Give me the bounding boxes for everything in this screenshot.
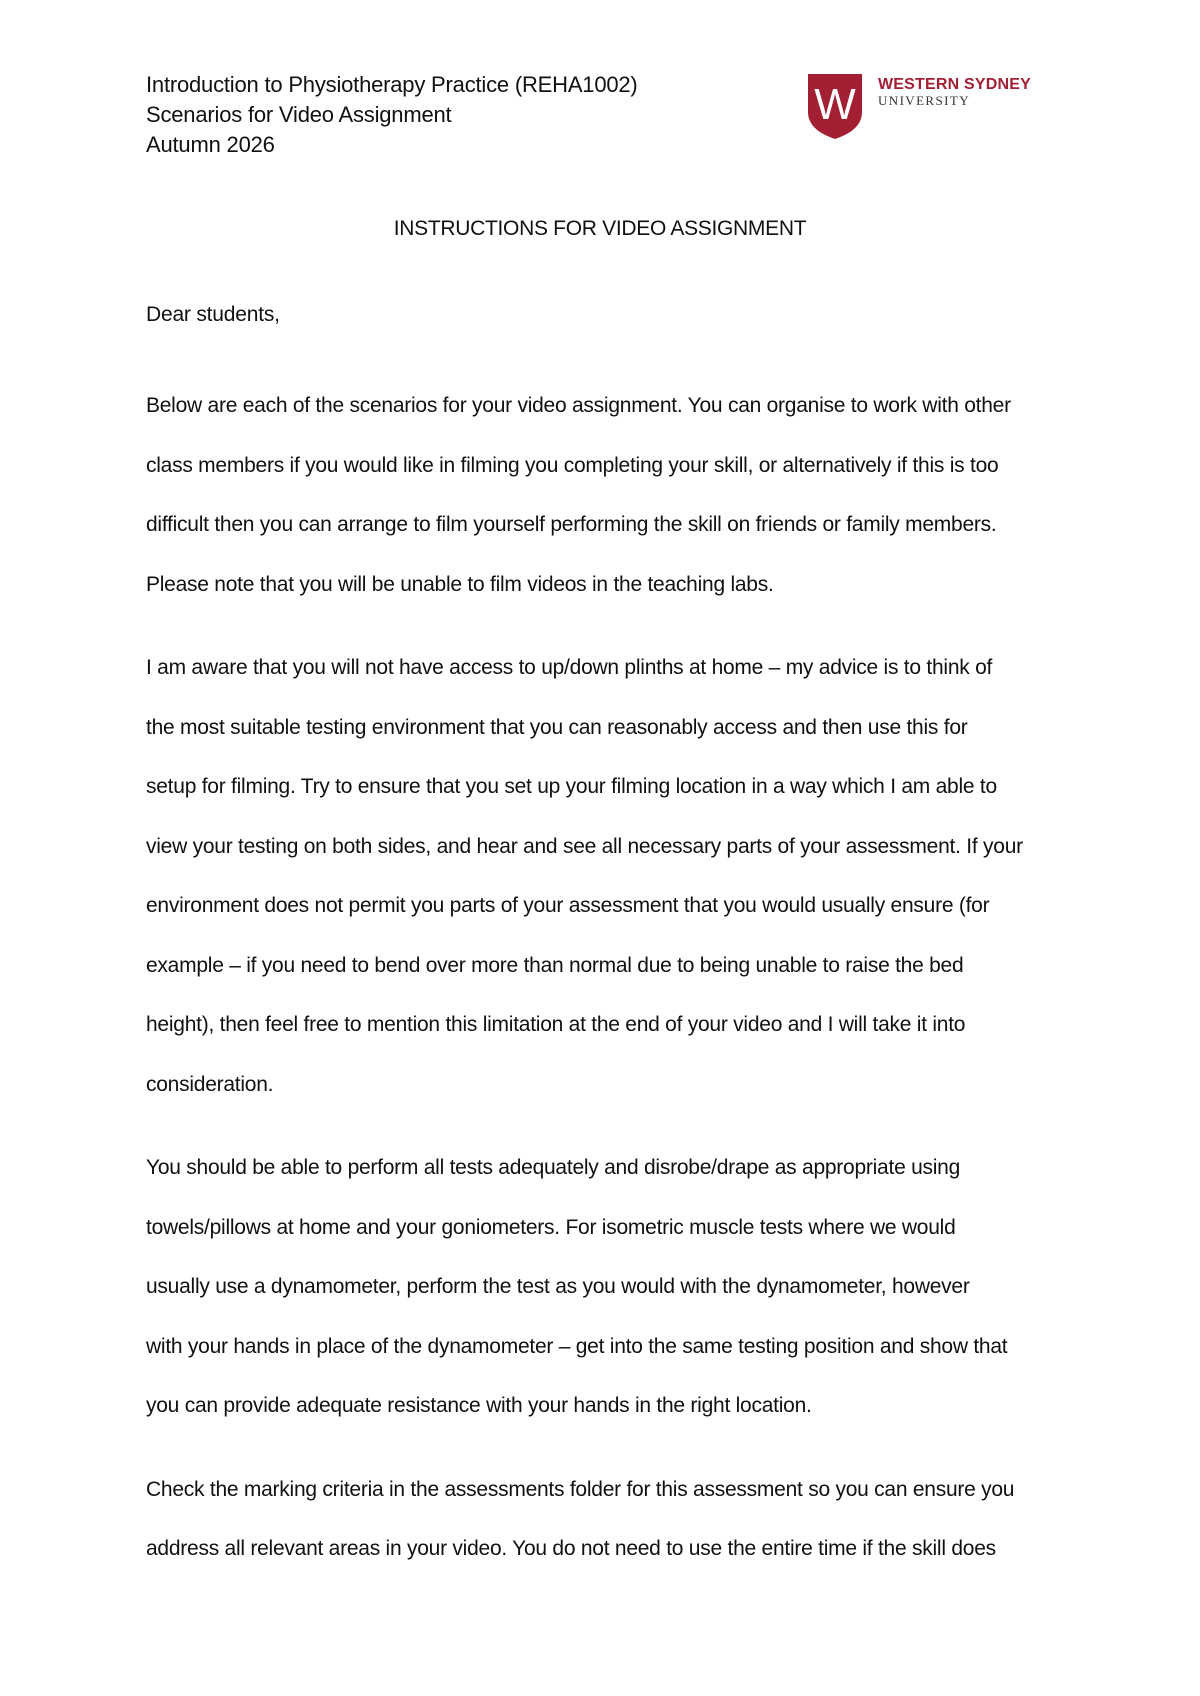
paragraph-3 bbox=[146, 1138, 1106, 1436]
course-title: Introduction to Physiotherapy Practice (REHA1002) bbox=[146, 72, 638, 97]
paragraph-1 bbox=[146, 376, 1106, 614]
text-line: the most suitable testing environment that you can reasonably access and then use this for bbox=[146, 715, 968, 739]
text-line: you can provide adequate resistance with your hands in the right location. bbox=[146, 1394, 812, 1417]
text-line: usually use a dynamometer, perform the test as you would with the dynamometer, however bbox=[146, 1275, 970, 1298]
text-line: class members if you would like in filming you completing your skill, or alternatively if this is too bbox=[146, 453, 999, 477]
text-line: example – if you need to bend over more than normal due to being unable to raise the bed bbox=[146, 953, 964, 977]
text-line: I am aware that you will not have access to up/down plinths at home – my advice is to think of bbox=[146, 656, 993, 679]
term-label: Autumn 2026 bbox=[146, 132, 275, 157]
text-line: Check the marking criteria in the assessments folder for this assessment so you can ensure you bbox=[146, 1477, 1015, 1501]
paragraph-4 bbox=[146, 1460, 1106, 1579]
text-line: Below are each of the scenarios for your video assignment. You can organise to work with other bbox=[146, 394, 1011, 417]
document-body bbox=[146, 300, 1106, 1603]
document-title: INSTRUCTIONS FOR VIDEO ASSIGNMENT bbox=[393, 217, 807, 240]
text-line: with your hands in place of the dynamometer – get into the same testing position and show that bbox=[146, 1334, 1008, 1358]
logo-wordmark bbox=[878, 76, 1031, 108]
document-header bbox=[146, 70, 786, 160]
text-line: view your testing on both sides, and hear and see all necessary parts of your assessment. If your bbox=[146, 834, 1023, 858]
logo-sub: UNIVERSITY bbox=[878, 93, 970, 108]
text-line: towels/pillows at home and your goniometers. For isometric muscle tests where we would bbox=[146, 1215, 956, 1239]
shield-logo-icon bbox=[806, 72, 864, 140]
text-line: Please note that you will be unable to film videos in the teaching labs. bbox=[146, 572, 774, 596]
text-line: consideration. bbox=[146, 1072, 274, 1096]
university-logo bbox=[806, 72, 1046, 144]
salutation: Dear students, bbox=[146, 303, 280, 326]
text-line: address all relevant areas in your video. You do not need to use the entire time if the skill does bbox=[146, 1537, 996, 1560]
text-line: setup for filming. Try to ensure that you set up your filming location in a way which I am able to bbox=[146, 775, 997, 798]
text-line: You should be able to perform all tests adequately and disrobe/drape as appropriate using bbox=[146, 1156, 961, 1179]
logo-letter: W bbox=[814, 80, 856, 129]
text-line: difficult then you can arrange to film yourself performing the skill on friends or family members. bbox=[146, 513, 997, 536]
assignment-subtitle: Scenarios for Video Assignment bbox=[146, 102, 452, 127]
paragraph-2 bbox=[146, 638, 1106, 1114]
text-line: environment does not permit you parts of your assessment that you would usually ensure (for bbox=[146, 894, 990, 917]
logo-name: WESTERN SYDNEY bbox=[878, 76, 1032, 93]
text-line: height), then feel free to mention this limitation at the end of your video and I will take it into bbox=[146, 1013, 966, 1036]
